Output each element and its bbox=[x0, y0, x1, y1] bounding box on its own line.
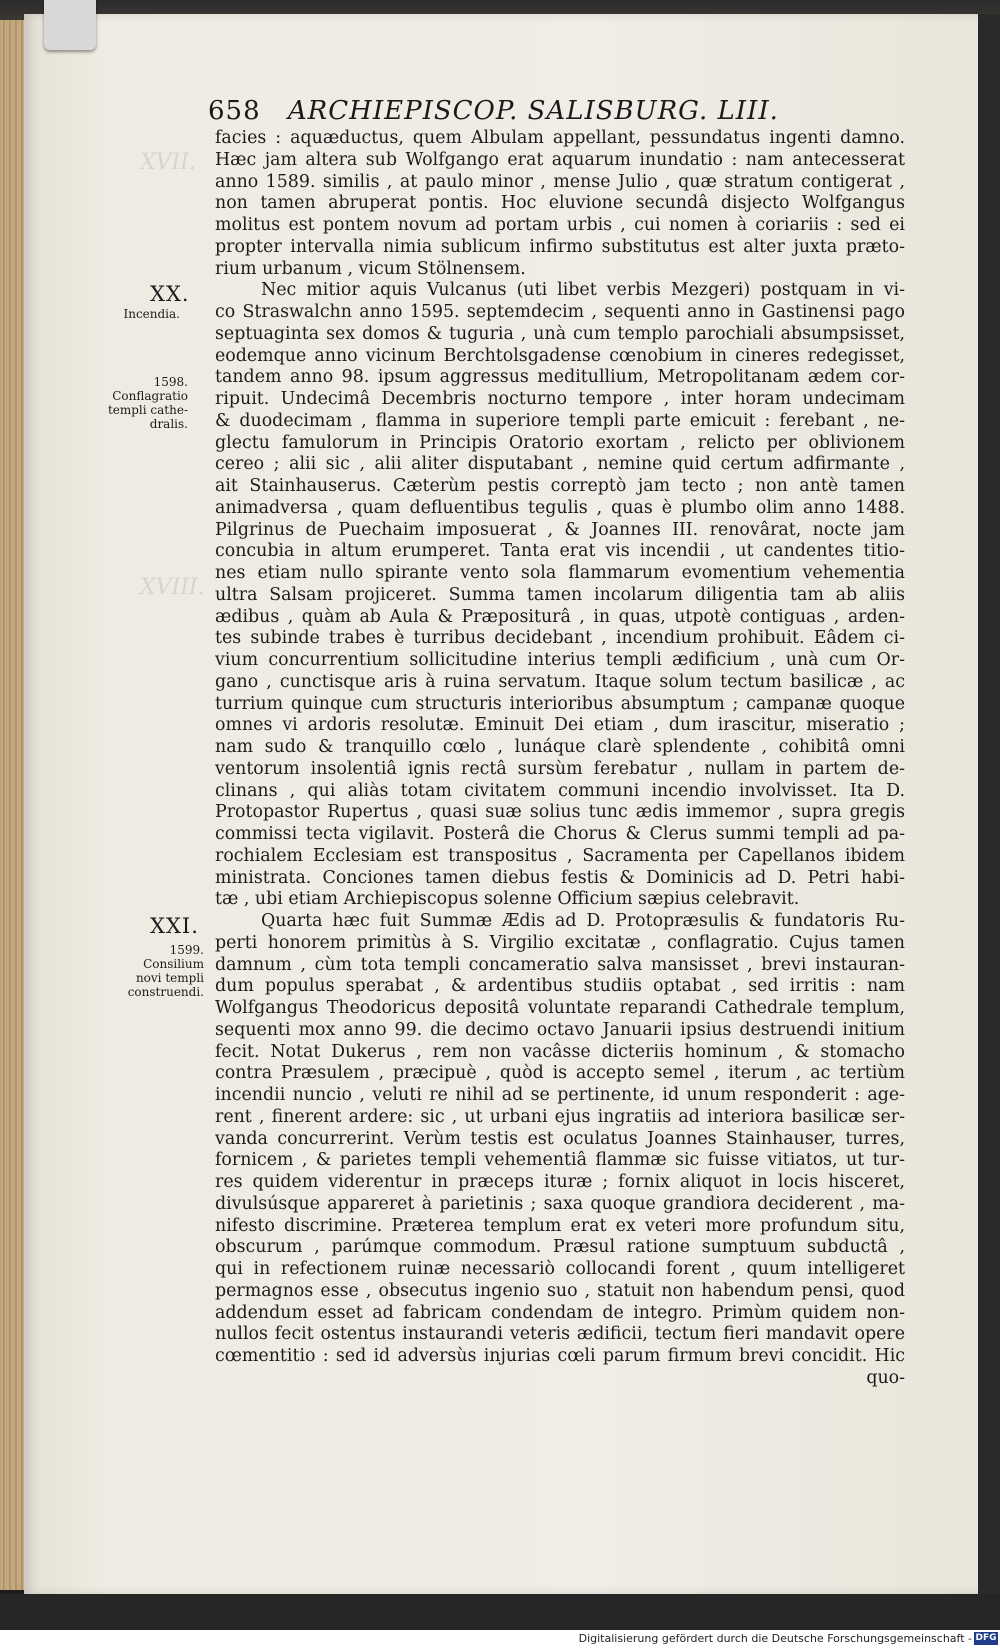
text-line: incendii nuncio , veluti re nihil ad se pertinente, id unum responderit : age- bbox=[215, 1085, 905, 1105]
text-line: turrium quinque cum structuris interioribus absumptum ; campanæ quoque bbox=[215, 693, 905, 714]
text-line: & duodecimam , flamma in superiore templi parte emicuit : ferebant , ne- bbox=[215, 410, 905, 431]
marginal-note-consilium: 1599. Consilium novi templi construendi. bbox=[127, 943, 204, 999]
dfg-logo-icon: DFG bbox=[975, 1633, 997, 1643]
text-line: obscurum , parúmque commodum. Præsul ratione sumptuum subductâ , bbox=[215, 1237, 905, 1258]
text-line: cœmentitio : sed id adversùs injurias cœli parum firmum brevi concidit. Hic bbox=[215, 1346, 905, 1366]
text-line: damnum , cùm tota templi concameratio salva mansisset , brevi instauran- bbox=[215, 954, 905, 975]
digitization-footer bbox=[0, 1630, 1000, 1648]
text-line: clinans , qui aliàs totam civitatem communi incendio involvisset. Ita D. bbox=[215, 780, 905, 801]
text-line: non tamen abruperat pontis. Hoc eluvione secundâ disjecto Wolfgangus bbox=[215, 193, 905, 214]
text-line: rent , finerent ardere: sic , ut urbani ejus ingratiis ad interiora basilicæ ser- bbox=[215, 1106, 905, 1127]
marginal-note-conflagratio: 1598. Conflagratio templi cathe- dralis. bbox=[107, 375, 188, 431]
text-line: animadversa , quam defluentibus tegulis , quas è plumbo olim anno 1488. bbox=[215, 497, 905, 518]
text-line: fecit. Notat Dukerus , rem non vacâsse dicteriis hominum , & stomacho bbox=[215, 1041, 905, 1062]
running-header bbox=[208, 96, 808, 126]
bookmark-tab bbox=[44, 0, 96, 50]
text-line: ædibus , quàm ab Aula & Præpositurâ , in quas, utpotè contiguas , arden- bbox=[215, 606, 905, 627]
show-through-artifact: XVIII. bbox=[140, 575, 205, 600]
text-line: contra Præsulem , præcipuè , quòd is accepto semel , iterum , ac tertiùm bbox=[215, 1063, 905, 1084]
text-line: commissi tecta vigilavit. Posterâ die Chorus & Clerus summi templi ad pa- bbox=[215, 824, 905, 844]
text-line: sequenti mox anno 99. die decimo octavo Januarii ipsius destruendi initium bbox=[215, 1019, 905, 1040]
main-text-column bbox=[215, 128, 905, 1390]
text-line: permagnos esse , obsecutus ingenio suo , statuit non habendum pensi, quod bbox=[215, 1280, 905, 1301]
text-line: facies : aquæductus, quem Albulam appellant, pessundatus ingenti damno. bbox=[215, 128, 905, 148]
text-line: fornicem , & parietes templi vehementiâ flammæ sic fuisse vitiatos, ut tur- bbox=[215, 1150, 905, 1171]
text-line: vanda concurrerint. Verùm testis est oculatus Joannes Stainhauser, turres, bbox=[215, 1128, 905, 1149]
text-line: Hæc jam altera sub Wolfgango erat aquarum inundatio : nam antecesserat bbox=[215, 149, 905, 170]
text-line: Nec mitior aquis Vulcanus (uti libet verbis Mezgeri) postquam in vi- bbox=[261, 280, 905, 301]
show-through-artifact: XVII. bbox=[140, 150, 196, 175]
text-line: addendum esset ad fabricam condendam de integro. Primùm quidem non- bbox=[215, 1302, 905, 1323]
text-line: eodemque anno vicinum Berchtolsgadense cœnobium in cineres redegisset, bbox=[215, 345, 905, 366]
text-line: rium urbanum , vicum Stölnensem. bbox=[215, 258, 526, 279]
catchword: quo- bbox=[866, 1367, 905, 1388]
text-line: omnes vi ardoris resolutæ. Eminuit Dei etiam , dum irascitur, miseratio ; bbox=[215, 715, 905, 736]
marginal-note-incendia: Incendia. bbox=[123, 307, 180, 321]
text-line: Wolfgangus Theodoricus depositâ voluntate reparandi Cathedrale templum, bbox=[215, 998, 905, 1018]
running-title: ARCHIEPISCOP. SALISBURG. LIII. bbox=[287, 96, 779, 126]
text-line: propter intervalla nimia sublicum infirmo substitutus est alter juxta præto- bbox=[215, 236, 905, 257]
text-line: Pilgrinus de Puechaim imposuerat , & Joannes III. renovârat, nocte jam bbox=[215, 519, 905, 540]
section-number-xxi: XXI. bbox=[150, 914, 199, 938]
text-line: molitus est pontem novum ad portam urbis , cui nomen à coriariis : sed ei bbox=[215, 215, 905, 235]
text-line: tes subinde trabes è turribus decidebant , incendium prohibuit. Eâdem ci- bbox=[215, 628, 905, 649]
text-line: glectu famulorum in Principis Oratorio exortam , relicto per oblivionem bbox=[215, 432, 905, 453]
text-line: ait Stainhauserus. Cæterùm pestis correptò jam tecto ; non antè tamen bbox=[215, 476, 905, 496]
footer-credit: Digitalisierung gefördert durch die Deutsche Forschungsgemeinschaft - bbox=[578, 1632, 972, 1645]
text-line: ventorum insolentiâ ignis rectâ sursùm ferebatur , nullam in partem de- bbox=[215, 758, 905, 779]
text-line: divulsúsque appareret à parietinis ; saxa quoque grandiora deciderent , ma- bbox=[215, 1193, 905, 1214]
text-line: concubia in altum erumperet. Tanta erat vis incendii , ut candentes titio- bbox=[215, 541, 905, 562]
text-line: co Straswalchn anno 1595. septemdecim , sequenti anno in Gastinensi pago bbox=[215, 302, 905, 322]
text-line: nullos fecit ostentus instaurandi veteris ædificii, tectum fieri mandavit opere bbox=[215, 1324, 905, 1345]
text-line: res quidem viderentur in præceps ituræ ; fornix aliquot in locis hisceret, bbox=[215, 1172, 905, 1192]
text-line: cereo ; alii sic , alii aliter disputabant , nemine quid certum adfirmante , bbox=[215, 454, 905, 475]
text-line: dum populus sperabat , & ardentibus studiis optabat , sed irritis : nam bbox=[215, 976, 905, 997]
scanner-bottom-band bbox=[0, 1594, 1000, 1630]
text-line: nes etiam nullo spirante vento sola flammarum evomentium vehementia bbox=[215, 563, 905, 583]
text-line: nam sudo & tranquillo cœlo , lunáque clarè splendente , cohibitâ omni bbox=[215, 737, 905, 757]
text-line: tandem anno 98. ipsum aggressus meditullium, Metropolitanam ædem cor- bbox=[215, 367, 905, 388]
text-line: rochialem Ecclesiam est transpositus , Sacramenta per Capellanos ibidem bbox=[215, 845, 905, 866]
text-line: anno 1589. similis , at paulo minor , mense Julio , quæ stratum contigerat , bbox=[215, 171, 905, 192]
text-line: tæ , ubi etiam Archiepiscopus solenne Officium sæpius celebravit. bbox=[215, 889, 800, 910]
text-line: septuaginta sex domos & tuguria , unà cum templo parochiali absumpsisset, bbox=[215, 323, 905, 344]
text-line: nifesto discrimine. Præterea templum erat ex veteri more profundum situ, bbox=[215, 1215, 905, 1236]
section-number-xx: XX. bbox=[150, 282, 190, 306]
text-line: ultra Salsam projiceret. Summa tamen incolarum diligentia tam ab aliis bbox=[215, 584, 905, 605]
text-line: Quarta hæc fuit Summæ Ædis ad D. Protopræsulis & fundatoris Ru- bbox=[261, 911, 905, 931]
text-line: vium concurrentium sollicitudine interius templi ædificium , unà cum Or- bbox=[215, 650, 905, 670]
scanner-right-edge bbox=[978, 14, 1000, 1604]
text-line: gano , cunctisque aris à ruina servatum. Itaque solum tectum basilicæ , ac bbox=[215, 671, 905, 692]
page-number: 658 bbox=[208, 96, 261, 126]
text-line: perti honorem primitùs à S. Virgilio excitatæ , conflagratio. Cujus tamen bbox=[215, 932, 905, 953]
text-line: qui in refectionem ruinæ necessariò collocandi forent , quum intelligeret bbox=[215, 1259, 905, 1279]
text-line: Protopastor Rupertus , quasi suæ solius tunc ædis immemor , supra gregis bbox=[215, 802, 905, 823]
text-line: ripuit. Undecimâ Decembris nocturno tempore , inter horam undecimam bbox=[215, 389, 905, 409]
text-line: ministrata. Conciones tamen diebus festis & Dominicis ad D. Petri habi- bbox=[215, 867, 905, 888]
